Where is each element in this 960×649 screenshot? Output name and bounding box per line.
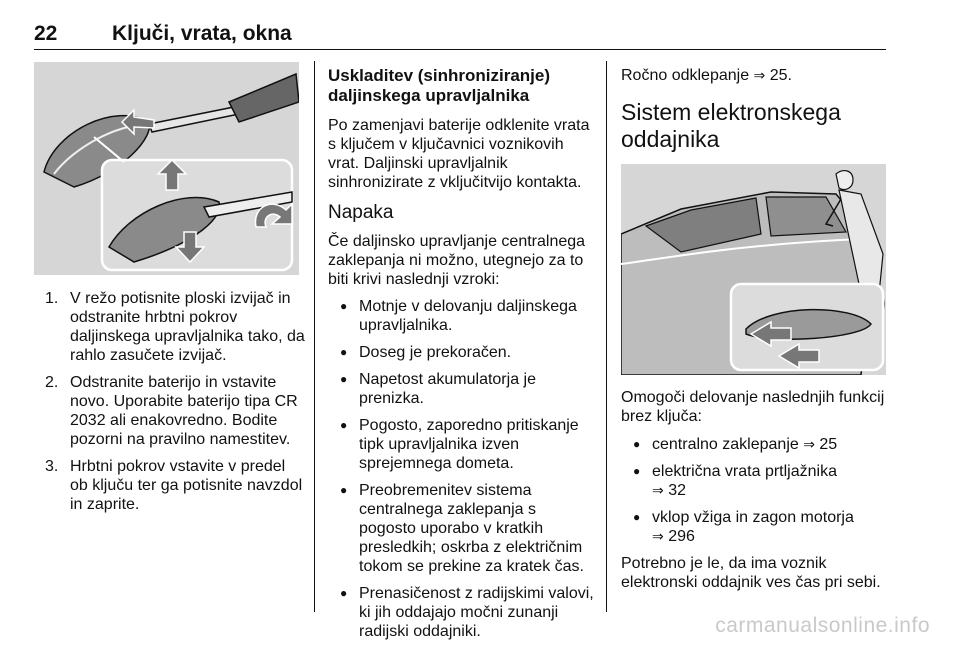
step-text: V režo potisnite ploski izvijač in odstranite hrbtni pokrov daljinskega upravljalnika tako, da rahlo zasučete izvijač. (70, 290, 305, 364)
list-item: ● Pogosto, zaporedno pritiskanje tipk upravljalnika izven sprejemnega dometa. (328, 416, 594, 473)
step-number: 1. (45, 290, 59, 307)
page-ref-arrow-icon: ⇒ (753, 67, 766, 83)
header-rule (34, 49, 886, 50)
keyless-paragraph: Omogoči delovanje naslednjih funkcij brez ključa: (621, 389, 885, 425)
sync-paragraph: Po zamenjavi baterije odklenite vrata s ključem v ključavnici voznikovih vrat. Daljinski upravljalnik sinhronizirate z vključitvijo kontakta. (328, 117, 590, 191)
key-battery-svg (34, 62, 299, 275)
right-column (621, 66, 889, 153)
fault-heading: Napaka (328, 202, 394, 223)
item-page-ref[interactable]: 25 (819, 436, 838, 453)
page-ref-arrow-icon: ⇒ (652, 528, 664, 544)
item-text: vklop vžiga in zagon motorja (652, 509, 854, 526)
step-item (45, 373, 307, 449)
page-title: Ključi, vrata, okna (112, 22, 292, 45)
driver-transmitter-paragraph: Potrebno je le, da ima voznik elektronski oddajnik ves čas pri sebi. (621, 555, 881, 591)
item-page-ref[interactable]: 296 (668, 528, 695, 545)
step-item (45, 457, 307, 514)
item-text: centralno zaklepanje (652, 436, 799, 453)
sync-heading: Uskladitev (sinhroniziranje) daljinskega upravljalnika (328, 66, 550, 105)
step-text: Hrbtni pokrov vstavite v predel ob ključu ter ga potisnite navzdol in zaprite. (70, 458, 303, 513)
ref-page[interactable]: 25. (769, 67, 792, 84)
right-column-lower (621, 388, 893, 592)
keyless-functions-list (621, 435, 893, 546)
fault-paragraph: Če daljinsko upravljanje centralnega zaklepanja ni možno, utegnejo za to biti krivi naslednji vzroki: (328, 233, 586, 288)
ref-text: Ročno odklepanje (621, 67, 750, 84)
steps-list (45, 289, 307, 514)
list-item: ● Motnje v delovanju daljinskega upravljalnika. (328, 297, 594, 335)
left-column (45, 289, 307, 522)
item-page-ref[interactable]: 32 (668, 482, 686, 499)
manual-unlock-ref (621, 66, 889, 85)
list-item: ● Napetost akumulatorja je prenizka. (328, 370, 594, 408)
transmitter-heading: Sistem elektronskega oddajnika (621, 99, 841, 152)
list-item (621, 462, 893, 500)
fault-causes-list (328, 297, 594, 641)
column-divider-1 (314, 61, 315, 612)
list-item (621, 508, 893, 546)
column-divider-2 (606, 61, 607, 612)
list-item: ● Prenasičenost z radijskimi valovi, ki jih oddajajo močni zunanji radijski oddajniki. (328, 584, 594, 641)
car-door-svg (621, 164, 886, 375)
watermark: carmanualsonline.info (715, 614, 930, 637)
car-door-illustration (621, 164, 886, 375)
list-item: ● Doseg je prekoračen. (328, 343, 594, 362)
step-number: 3. (45, 458, 59, 475)
item-text: električna vrata prtljažnika (652, 463, 837, 480)
page-ref-arrow-icon: ⇒ (652, 482, 664, 498)
list-item: ● Preobremenitev sistema centralnega zaklepanja s pogosto uporabo v kratkih presledkih; oskrba z električnim tokom se prekine za kratek čas. (328, 481, 594, 576)
page-number: 22 (34, 22, 58, 45)
page-header (34, 22, 292, 46)
key-battery-illustration (34, 62, 299, 275)
step-text: Odstranite baterijo in vstavite novo. Uporabite baterijo tipa CR 2032 ali enakovredno. Bodite pozorni na pravilno namestitev. (70, 374, 298, 448)
step-number: 2. (45, 374, 59, 391)
step-item (45, 289, 307, 365)
page-ref-arrow-icon: ⇒ (803, 436, 815, 452)
list-item (621, 435, 893, 454)
middle-column (328, 66, 594, 649)
